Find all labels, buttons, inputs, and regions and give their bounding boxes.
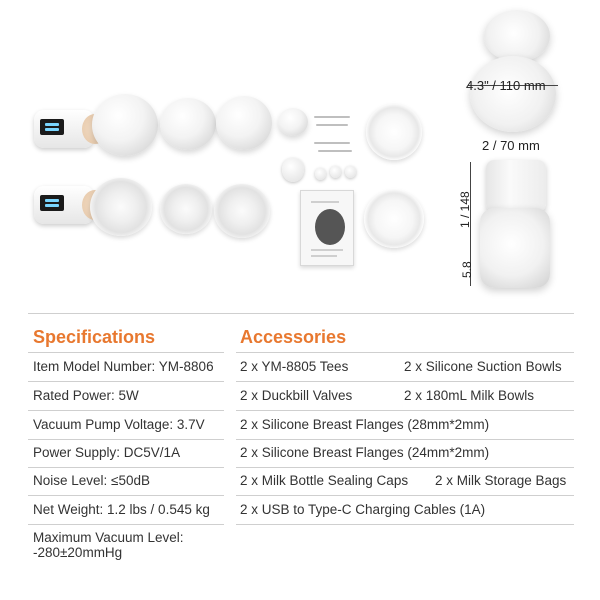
accessory-rule xyxy=(236,524,574,525)
pump-display xyxy=(40,195,64,211)
spec-item: Power Supply: DC5V/1A xyxy=(33,445,181,460)
spec-item: Vacuum Pump Voltage: 3.7V xyxy=(33,417,205,432)
accessory-item: 2 x 180mL Milk Bowls xyxy=(404,388,535,403)
spec-rule xyxy=(28,495,224,496)
bottle-base-image xyxy=(480,208,550,288)
usb-cable xyxy=(314,142,350,144)
usb-cable xyxy=(318,150,352,152)
accessory-item: 2 x USB to Type-C Charging Cables (1A) xyxy=(240,502,486,517)
accessory-item: 2 x Duckbill Valves xyxy=(240,388,353,403)
suction-bowl xyxy=(160,98,216,150)
accessory-item: 2 x Milk Bottle Sealing Caps xyxy=(240,473,409,488)
accessory-rule xyxy=(236,495,574,496)
suction-bowl xyxy=(92,94,158,156)
spec-item: Noise Level: ≤50dB xyxy=(33,473,150,488)
height-label-inches: 5.8 xyxy=(460,261,474,278)
milk-bowl xyxy=(366,104,422,160)
accessory-item: 2 x Silicone Breast Flanges (24mm*2mm) xyxy=(240,445,490,460)
duckbill-valve xyxy=(330,166,341,178)
spec-rule xyxy=(28,352,224,353)
milk-bowl xyxy=(364,190,424,248)
bowl-dimension-image xyxy=(470,56,556,132)
breast-flange xyxy=(214,184,270,238)
accessory-rule xyxy=(236,352,574,353)
spec-item: Item Model Number: YM-8806 xyxy=(33,359,214,374)
breast-flange xyxy=(90,178,152,236)
spec-item: Rated Power: 5W xyxy=(33,388,139,403)
spec-rule xyxy=(28,381,224,382)
spec-rule xyxy=(28,467,224,468)
small-cap xyxy=(278,108,308,136)
spec-item: Net Weight: 1.2 lbs / 0.545 kg xyxy=(33,502,210,517)
accessory-rule xyxy=(236,381,574,382)
accessory-rule xyxy=(236,439,574,440)
accessory-item: 2 x Silicone Suction Bowls xyxy=(404,359,562,374)
accessory-item: 2 x Silicone Breast Flanges (28mm*2mm) xyxy=(240,417,490,432)
spec-rule xyxy=(28,524,224,525)
diameter-label: 4.3" / 110 mm xyxy=(466,78,546,93)
instruction-manual xyxy=(300,190,354,266)
accessories-title: Accessories xyxy=(240,327,347,347)
pump-motor-unit xyxy=(34,110,94,148)
accessory-rule xyxy=(236,467,574,468)
height-label: 1 / 148 xyxy=(458,191,472,228)
suction-bowl xyxy=(216,96,272,150)
breast-flange xyxy=(160,184,212,234)
spec-rule xyxy=(28,410,224,411)
duckbill-valve xyxy=(282,158,304,182)
duckbill-valve xyxy=(345,166,356,178)
top-divider xyxy=(28,313,574,314)
accessory-item: 2 x Milk Storage Bags xyxy=(435,473,567,488)
spec-rule xyxy=(28,439,224,440)
accessory-item: 2 x YM-8805 Tees xyxy=(240,359,349,374)
accessory-rule xyxy=(236,410,574,411)
bottle-dimension-image xyxy=(486,160,546,212)
spec-item: Maximum Vacuum Level: -280±20mmHg xyxy=(33,530,184,560)
depth-label: 2 / 70 mm xyxy=(482,138,540,153)
usb-cable xyxy=(314,116,350,118)
usb-cable xyxy=(316,124,348,126)
duckbill-valve xyxy=(315,168,326,180)
pump-motor-unit xyxy=(34,186,94,224)
storage-lid-image xyxy=(484,10,550,62)
pump-display xyxy=(40,119,64,135)
specifications-title: Specifications xyxy=(33,327,156,347)
